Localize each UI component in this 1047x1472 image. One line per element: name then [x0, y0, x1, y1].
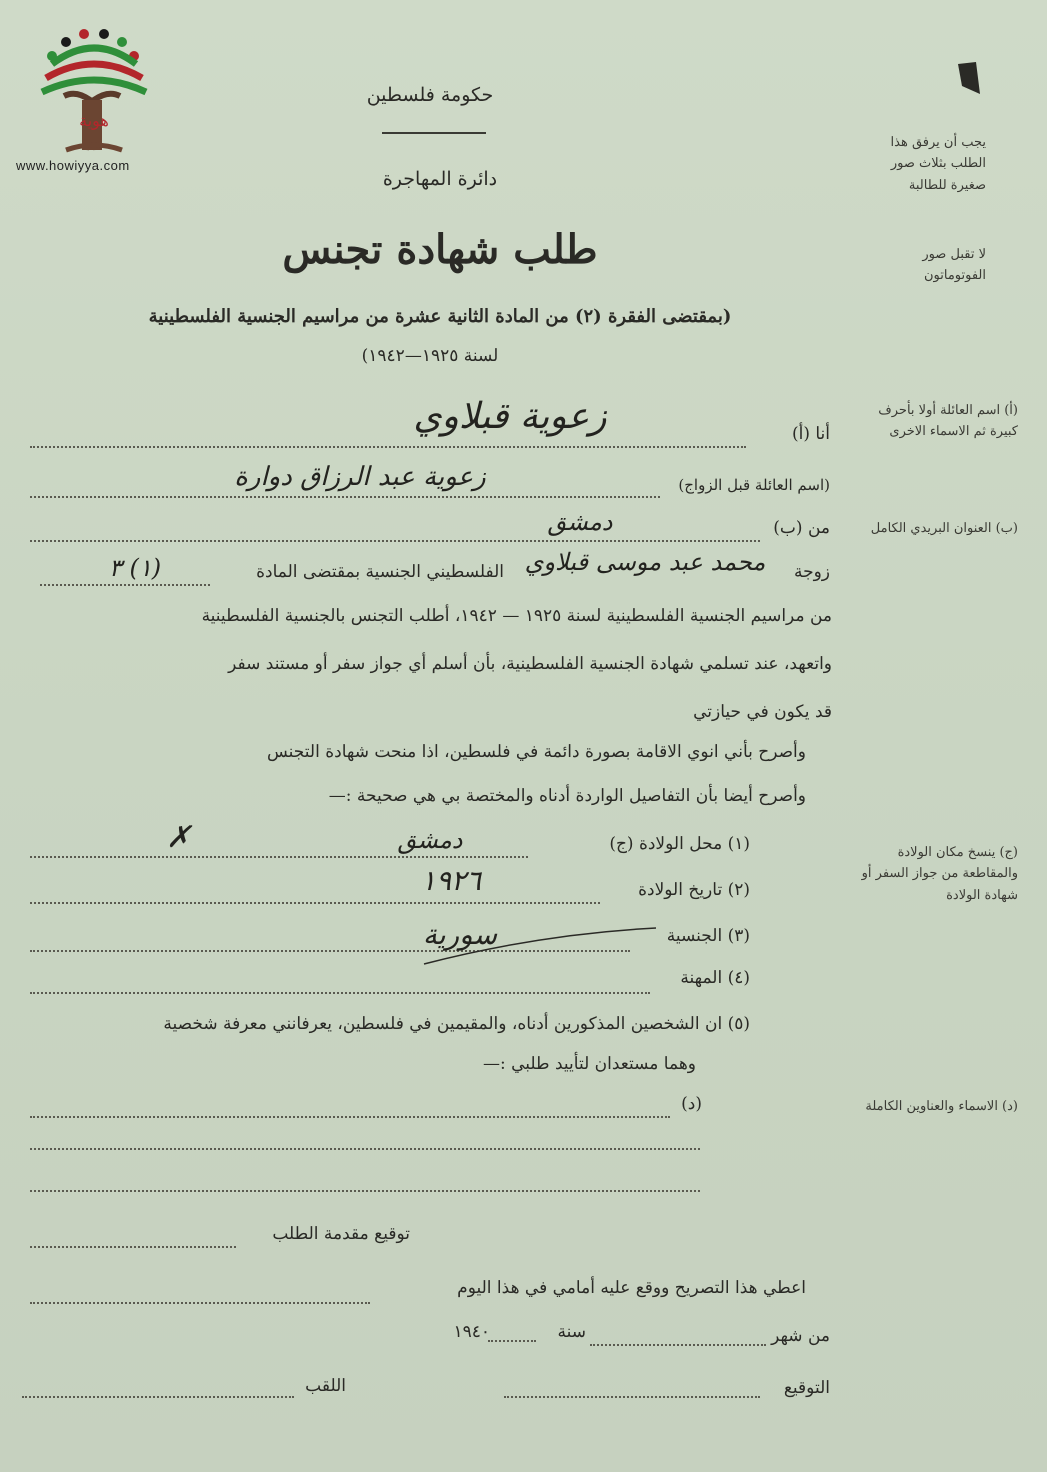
text-item5a: (٥) ان الشخصين المذكورين أدناه، والمقيمين في فلسطين، يعرفانني معرفة شخصية [163, 1014, 750, 1034]
year-field-line[interactable] [488, 1340, 536, 1342]
declaration-day-line[interactable] [30, 1302, 370, 1304]
logo-wordmark: هوية [79, 111, 109, 130]
label-birthplace: (١) محل الولادة (ج) [609, 834, 750, 854]
profession-field-line[interactable] [30, 992, 650, 994]
maiden-field-line[interactable] [30, 496, 660, 498]
howiyya-logo[interactable] [16, 20, 166, 180]
label-month: من شهر [771, 1326, 830, 1346]
signature-field-line[interactable] [504, 1396, 760, 1398]
handwritten-from: دمشق [547, 508, 613, 536]
strike-line-icon [420, 924, 660, 974]
label-year: سنة [557, 1322, 586, 1342]
note-b: (ب) العنوان البريدي الكامل [870, 521, 1018, 536]
label-wife: زوجة [793, 562, 830, 582]
referee-line-3[interactable] [30, 1190, 700, 1192]
form-years: لسنة ١٩٢٥—١٩٤٢) [361, 346, 499, 366]
article-field-line[interactable] [40, 584, 210, 586]
label-title: اللقب [305, 1376, 346, 1396]
text-possession: قد يكون في حيازتي [693, 702, 832, 722]
handwritten-name: زعوية قبلاوي [413, 396, 607, 437]
label-nationality: (٣) الجنسية [666, 926, 750, 946]
department-heading: دائرة المهاجرة [382, 168, 498, 190]
title-field-line[interactable] [22, 1396, 294, 1398]
logo-caption[interactable]: www.howiyya.com [16, 158, 130, 173]
heading-divider [382, 132, 486, 134]
government-heading: حكومة فلسطين [366, 84, 494, 106]
label-profession: (٤) المهنة [680, 968, 750, 988]
note-no-photomaton: لا تقبل صور الفوتوماتون [922, 247, 986, 284]
tree-logo-icon [16, 20, 166, 155]
handwritten-mark: ✗ [166, 820, 192, 855]
form-title: طلب شهادة تجنس [282, 226, 598, 273]
applicant-signature-line[interactable] [30, 1246, 236, 1248]
text-decrees: من مراسيم الجنسية الفلسطينية لسنة ١٩٢٥ — ١٩٤٢، أطلب التجنس بالجنسية الفلسطينية [201, 606, 832, 626]
text-declaration: اعطي هذا التصريح ووقع عليه أمامي في هذا اليوم [457, 1278, 806, 1298]
label-maiden: (اسم العائلة قبل الزواج) [678, 476, 830, 494]
referee-line-1[interactable] [30, 1116, 670, 1118]
referee-line-2[interactable] [30, 1148, 700, 1150]
handwritten-nationality: سورية [422, 918, 498, 951]
note-c: (ج) ينسخ مكان الولادة والمقاطعة من جواز السفر أو شهادة الولادة [861, 845, 1018, 903]
month-field-line[interactable] [590, 1344, 766, 1346]
note-photos: يجب أن يرفق هذا الطلب بثلاث صور صغيرة للطالبة [890, 135, 986, 193]
name-field-line[interactable] [30, 446, 746, 448]
handwritten-husband: محمد عبد موسى قبلاوي [524, 548, 766, 576]
label-d: (د) [681, 1094, 702, 1114]
label-from: من (ب) [773, 518, 830, 538]
birthdate-field-line[interactable] [30, 902, 600, 904]
year-value: ١٩٤٠ [453, 1322, 490, 1342]
label-applicant-signature: توقيع مقدمة الطلب [272, 1224, 410, 1244]
handwritten-article: (١) ٣ [108, 554, 162, 582]
handwritten-maiden: زعوية عبد الرزاق دوارة [234, 462, 486, 492]
form-subtitle: (بمقتضى الفقرة (٢) من المادة الثانية عشرة من مراسيم الجنسية الفلسطينية [148, 306, 732, 327]
text-item5b: وهما مستعدان لتأييد طلبي :— [483, 1054, 696, 1074]
label-birthdate: (٢) تاريخ الولادة [638, 880, 750, 900]
text-residence: وأصرح بأني انوي الاقامة بصورة دائمة في فلسطين، اذا منحت شهادة التجنس [267, 742, 806, 762]
handwritten-birthplace: دمشق [397, 826, 463, 854]
label-ana: أنا (أ) [791, 424, 830, 444]
text-pledge: واتعهد، عند تسلمي شهادة الجنسية الفلسطينية، بأن أسلم أي جواز سفر أو مستند سفر [228, 654, 832, 674]
address-field-line[interactable] [30, 540, 760, 542]
label-wife-mid: الفلسطيني الجنسية بمقتضى المادة [256, 562, 504, 582]
handwritten-birthdate: ١٩٢٦ [420, 864, 482, 897]
note-a: (أ) اسم العائلة أولا بأحرف كبيرة ثم الاسماء الاخرى [878, 403, 1018, 440]
note-d: (د) الاسماء والعناوين الكاملة [865, 1099, 1018, 1114]
text-details: وأصرح أيضا بأن التفاصيل الواردة أدناه والمختصة بي هي صحيحة :— [328, 786, 806, 806]
corner-mark-icon [952, 60, 984, 96]
label-signature: التوقيع [783, 1378, 830, 1398]
birthplace-field-line[interactable] [30, 856, 528, 858]
